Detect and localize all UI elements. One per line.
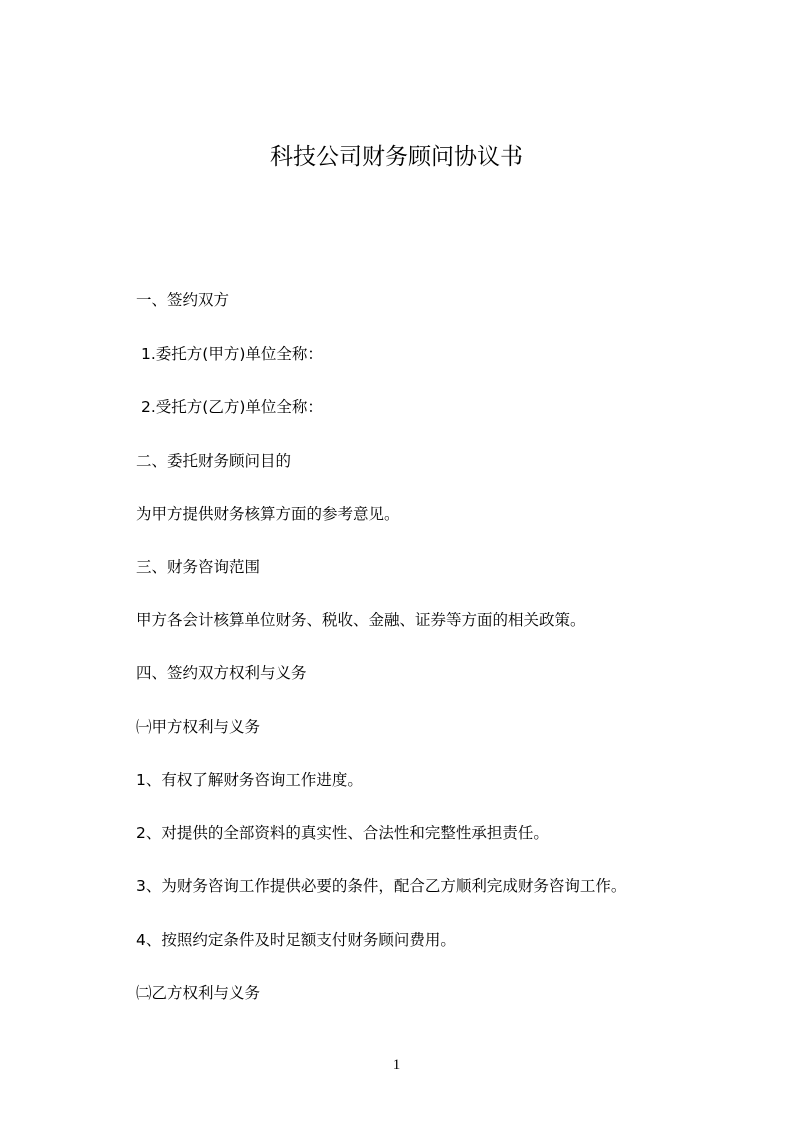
section-heading-rights: 四、签约双方权利与义务	[136, 664, 307, 682]
section-heading-purpose: 二、委托财务顾问目的	[136, 452, 292, 470]
purpose-paragraph: 为甲方提供财务核算方面的参考意见。	[136, 505, 400, 523]
page-number: 1	[392, 1057, 401, 1073]
section-heading-scope: 三、财务咨询范围	[136, 558, 261, 576]
party-b-name-field: 2.受托方(乙方)单位全称：	[141, 398, 323, 416]
document-title: 科技公司财务顾问协议书	[270, 144, 523, 170]
party-a-name-field: 1.委托方(甲方)单位全称：	[141, 345, 323, 363]
subsection-heading-party-b: ㈡乙方权利与义务	[136, 984, 261, 1002]
subsection-heading-party-a: ㈠甲方权利与义务	[136, 718, 261, 736]
section-heading-parties: 一、签约双方	[136, 291, 230, 309]
party-a-item-2: 2、对提供的全部资料的真实性、合法性和完整性承担责任。	[136, 824, 549, 842]
party-a-item-1: 1、有权了解财务咨询工作进度。	[136, 771, 363, 789]
scope-paragraph: 甲方各会计核算单位财务、税收、金融、证券等方面的相关政策。	[136, 611, 586, 629]
party-a-item-3: 3、为财务咨询工作提供必要的条件，配合乙方顺利完成财务咨询工作。	[136, 877, 627, 895]
party-a-item-4: 4、按照约定条件及时足额支付财务顾问费用。	[136, 931, 456, 949]
